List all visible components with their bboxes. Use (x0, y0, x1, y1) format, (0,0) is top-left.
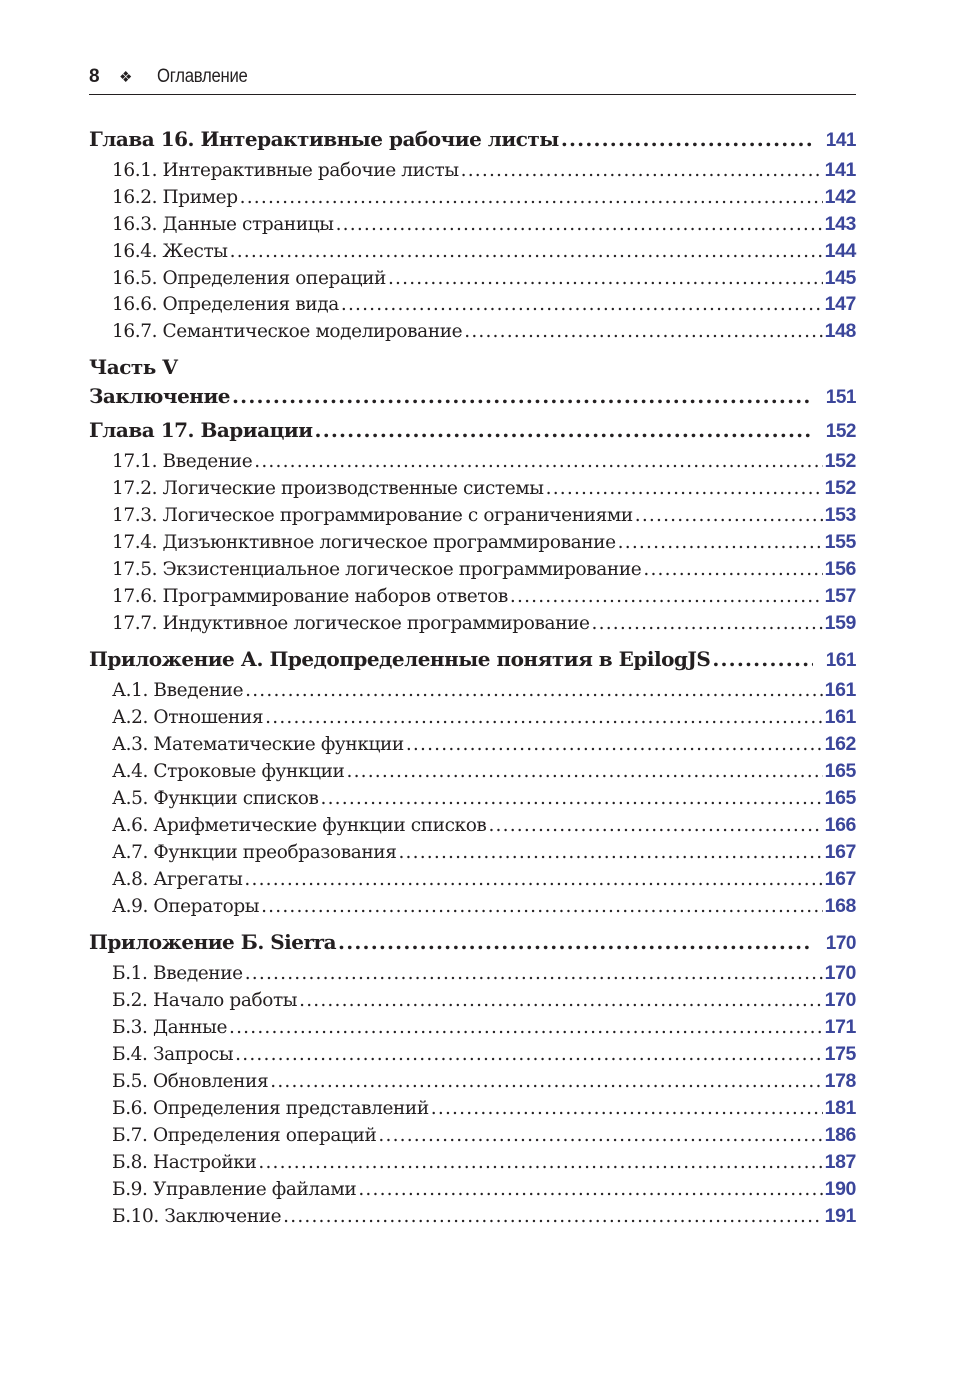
toc-entry-title: Б.5. Обновления (112, 1071, 269, 1093)
dot-leader (283, 1204, 823, 1231)
toc-section[interactable] (89, 1041, 856, 1068)
dot-leader (406, 732, 823, 759)
toc-page-number: 187 (824, 1150, 856, 1173)
toc-section[interactable] (89, 1095, 856, 1122)
toc-page-number: 161 (824, 679, 856, 702)
toc-page-number: 167 (824, 867, 856, 890)
toc-page-number: 145 (824, 266, 856, 289)
toc-page-number: 156 (824, 557, 856, 580)
toc-page-number: 190 (824, 1177, 856, 1200)
toc-section[interactable] (89, 1014, 856, 1041)
toc-entry-title: А.6. Арифметические функции списков (112, 814, 487, 836)
toc-entry-title: А.7. Функции преобразования (112, 841, 397, 863)
dot-leader (235, 1042, 822, 1069)
toc-section[interactable] (89, 529, 856, 556)
toc-section[interactable] (89, 265, 856, 292)
toc-entry-title: 17.7. Индуктивное логическое программирование (112, 612, 590, 634)
running-header (89, 66, 856, 95)
toc-page-number: 186 (824, 1123, 856, 1146)
dot-leader (431, 1096, 823, 1123)
toc-page-number: 165 (824, 787, 856, 810)
toc-part-label: Часть V (89, 355, 178, 380)
toc-page-number: 153 (824, 504, 856, 527)
toc-section[interactable] (89, 475, 856, 502)
toc-entry-title: Б.4. Запросы (112, 1044, 234, 1066)
toc-page-number: 147 (824, 293, 856, 316)
toc-page-number: 152 (824, 450, 856, 473)
dot-leader (378, 1123, 822, 1150)
dot-leader (230, 239, 823, 266)
dot-leader (240, 185, 823, 212)
toc-chapter-17[interactable] (89, 415, 856, 445)
toc-section[interactable] (89, 866, 856, 893)
toc-entry-title: А.2. Отношения (112, 707, 264, 729)
toc-page-number: 170 (824, 989, 856, 1012)
toc-page-number: 159 (824, 611, 856, 634)
toc-entry-title: А.1. Введение (112, 680, 244, 702)
toc-section[interactable] (89, 704, 856, 731)
toc-page-number: 161 (824, 706, 856, 729)
table-of-contents (89, 124, 856, 1229)
dot-leader (270, 1069, 822, 1096)
dot-leader (321, 786, 823, 813)
toc-section[interactable] (89, 785, 856, 812)
toc-page-number: 152 (824, 477, 856, 500)
dot-leader (643, 557, 822, 584)
toc-entry-title: 16.4. Жесты (112, 240, 228, 262)
toc-section[interactable] (89, 502, 856, 529)
dot-leader (398, 840, 822, 867)
toc-section[interactable] (89, 211, 856, 238)
toc-entry-title: 16.5. Определения операций (112, 267, 386, 289)
toc-page-number: 141 (824, 159, 856, 181)
toc-page-number: 170 (824, 962, 856, 985)
toc-section[interactable] (89, 731, 856, 758)
toc-entry-title: 17.3. Логическое программирование с ограничениями (112, 505, 633, 527)
toc-entry-title: Б.10. Заключение (112, 1205, 282, 1227)
dot-leader (592, 611, 823, 638)
ornament-icon: ❖ (119, 69, 133, 86)
toc-page-number: 162 (824, 733, 856, 756)
toc-section[interactable] (89, 291, 856, 318)
toc-page-number: 141 (825, 130, 856, 151)
toc-entry-title: Глава 17. Вариации (89, 418, 313, 443)
toc-page-number: 161 (825, 650, 856, 672)
toc-section[interactable] (89, 448, 856, 475)
toc-page-number: 168 (824, 894, 856, 917)
running-title: Оглавление (157, 66, 248, 87)
toc-section[interactable] (89, 812, 856, 839)
toc-entry-title: Глава 16. Интерактивные рабочие листы (89, 127, 559, 151)
toc-section[interactable] (89, 960, 856, 987)
toc-entry-title: Б.3. Данные (112, 1017, 228, 1039)
toc-entry-title: Б.9. Управление файлами (112, 1178, 357, 1200)
toc-page-number: 157 (824, 584, 856, 607)
toc-page-number: 142 (824, 185, 856, 208)
dot-leader (336, 212, 823, 239)
toc-page-number: 148 (824, 320, 856, 343)
toc-page-number: 152 (825, 421, 856, 443)
toc-part-5[interactable] (89, 381, 856, 411)
dot-leader (229, 1015, 823, 1042)
dot-leader (254, 449, 822, 476)
toc-appendix-a[interactable] (89, 644, 856, 674)
toc-section[interactable] (89, 238, 856, 265)
dot-leader (358, 1177, 822, 1204)
toc-section[interactable] (89, 1068, 856, 1095)
toc-section[interactable] (89, 839, 856, 866)
dot-leader (618, 530, 823, 557)
dot-leader (464, 319, 822, 346)
toc-page-number: 171 (824, 1016, 856, 1039)
toc-page-number: 166 (824, 813, 856, 836)
toc-entry-title: 16.6. Определения вида (112, 294, 339, 316)
dot-leader (388, 266, 823, 293)
dot-leader (245, 961, 823, 988)
toc-section[interactable] (89, 157, 856, 184)
dot-leader (510, 584, 823, 611)
toc-entry-title: 17.2. Логические производственные системы (112, 478, 544, 500)
toc-entry-title: Б.6. Определения представлений (112, 1097, 429, 1119)
toc-entry-title: Б.8. Настройки (112, 1151, 257, 1173)
dot-leader (341, 292, 823, 319)
dot-leader (232, 381, 813, 411)
toc-section[interactable] (89, 610, 856, 637)
page-number: 8 (89, 66, 100, 87)
toc-page-number: 170 (825, 933, 856, 955)
toc-page-number: 155 (824, 530, 856, 553)
toc-entry-title: Приложение А. Предопределенные понятия в EpilogJS (89, 647, 711, 672)
dot-leader (244, 867, 822, 894)
book-page (89, 66, 856, 1229)
toc-section[interactable] (89, 677, 856, 704)
toc-page-number: 167 (824, 840, 856, 863)
toc-entry-title: Б.2. Начало работы (112, 990, 298, 1012)
toc-page-number: 178 (824, 1070, 856, 1093)
toc-entry-title: 16.2. Пример (112, 186, 238, 208)
dot-leader (461, 158, 823, 185)
toc-entry-title: 17.6. Программирование наборов ответов (112, 585, 508, 607)
dot-leader (261, 894, 823, 921)
toc-entry-title: Б.1. Введение (112, 963, 243, 985)
dot-leader (265, 705, 822, 732)
dot-leader (338, 927, 813, 957)
toc-entry-title: Б.7. Определения операций (112, 1124, 377, 1146)
toc-entry-title: 16.1. Интерактивные рабочие листы (112, 160, 459, 181)
dot-leader (258, 1150, 822, 1177)
toc-entry-title: 17.5. Экзистенциальное логическое программирование (112, 558, 642, 580)
toc-entry-title: 17.4. Дизъюнктивное логическое программирование (112, 531, 616, 553)
toc-chapter-16[interactable] (89, 124, 856, 154)
toc-entry-title: 16.3. Данные страницы (112, 213, 334, 235)
toc-entry-title: А.4. Строковые функции (112, 761, 345, 783)
dot-leader (299, 988, 823, 1015)
toc-page-number: 191 (824, 1204, 856, 1227)
toc-section[interactable] (89, 184, 856, 211)
toc-page-number: 144 (824, 239, 856, 262)
toc-section[interactable] (89, 1176, 856, 1203)
toc-page-number: 165 (824, 760, 856, 783)
toc-section[interactable] (89, 1203, 856, 1230)
dot-leader (712, 644, 813, 674)
toc-page-number: 181 (824, 1096, 856, 1119)
toc-section[interactable] (89, 758, 856, 785)
toc-section[interactable] (89, 318, 856, 345)
toc-entry-title: А.5. Функции списков (112, 788, 319, 810)
toc-section[interactable] (89, 1149, 856, 1176)
toc-entry-title: 16.7. Семантическое моделирование (112, 321, 463, 343)
toc-entry-title: А.3. Математические функции (112, 734, 404, 756)
toc-appendix-b[interactable] (89, 927, 856, 957)
dot-leader (488, 813, 822, 840)
toc-page-number: 175 (824, 1043, 856, 1066)
dot-leader (346, 759, 822, 786)
dot-leader (315, 415, 813, 445)
dot-leader (561, 124, 813, 154)
toc-entry-title: 17.1. Введение (112, 451, 253, 473)
toc-section[interactable] (89, 583, 856, 610)
toc-entry-title: Заключение (89, 384, 230, 409)
toc-section[interactable] (89, 1122, 856, 1149)
toc-section[interactable] (89, 893, 856, 920)
toc-section[interactable] (89, 556, 856, 583)
toc-entry-title: А.9. Операторы (112, 895, 260, 917)
toc-page-number: 151 (825, 387, 856, 409)
dot-leader (546, 476, 823, 503)
toc-section[interactable] (89, 987, 856, 1014)
dot-leader (635, 503, 823, 530)
toc-entry-title: Приложение Б. Sierra (89, 930, 337, 955)
dot-leader (245, 678, 823, 705)
toc-page-number: 143 (824, 212, 856, 235)
toc-entry-title: А.8. Агрегаты (112, 868, 243, 890)
